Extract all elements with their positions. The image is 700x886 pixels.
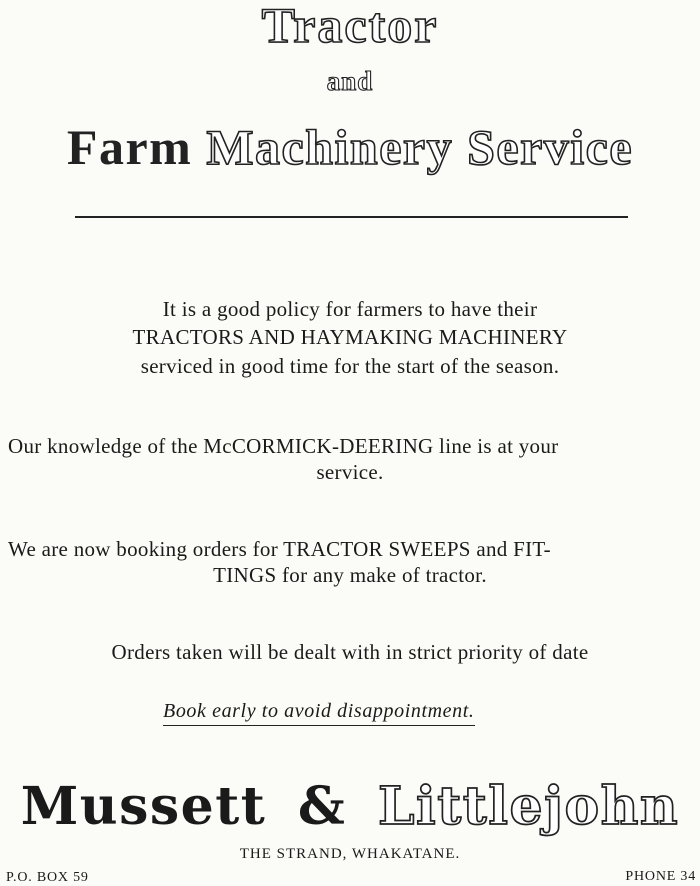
heading-farm: Farm (66, 119, 193, 175)
address-line: THE STRAND, WHAKATANE. (239, 846, 461, 862)
para1-line2: TRACTORS AND HAYMAKING MACHINERY (132, 325, 568, 349)
firm-name (0, 776, 700, 837)
firm-name-part2: Littlejohn (377, 776, 680, 837)
para1-line3: serviced in good time for the start of the season. (140, 354, 560, 378)
heading-and: and (326, 66, 374, 96)
phone: PHONE 34 (625, 869, 696, 884)
heading-tractor: Tractor (261, 0, 439, 53)
pobox: P.O. BOX 59 (6, 870, 89, 885)
heading-machinery-service: Machinery Service (206, 119, 634, 175)
para4-line: Orders taken will be dealt with in strict priority of date (111, 640, 589, 664)
book-early-line: Book early to avoid disappointment. (163, 700, 475, 726)
para3-line1: We are now booking orders for TRACTOR SWEEPS and FIT- (8, 537, 551, 561)
para1-line1: It is a good policy for farmers to have their (162, 297, 538, 321)
para2-line2: service. (316, 460, 384, 484)
para2-line1: Our knowledge of the McCORMICK-DEERING line is at your (8, 434, 559, 458)
heading-farm-machinery-service (0, 118, 700, 176)
firm-name-part1: Mussett & (20, 776, 347, 837)
divider-rule (75, 216, 628, 218)
para3-line2: TINGS for any make of tractor. (213, 563, 487, 587)
